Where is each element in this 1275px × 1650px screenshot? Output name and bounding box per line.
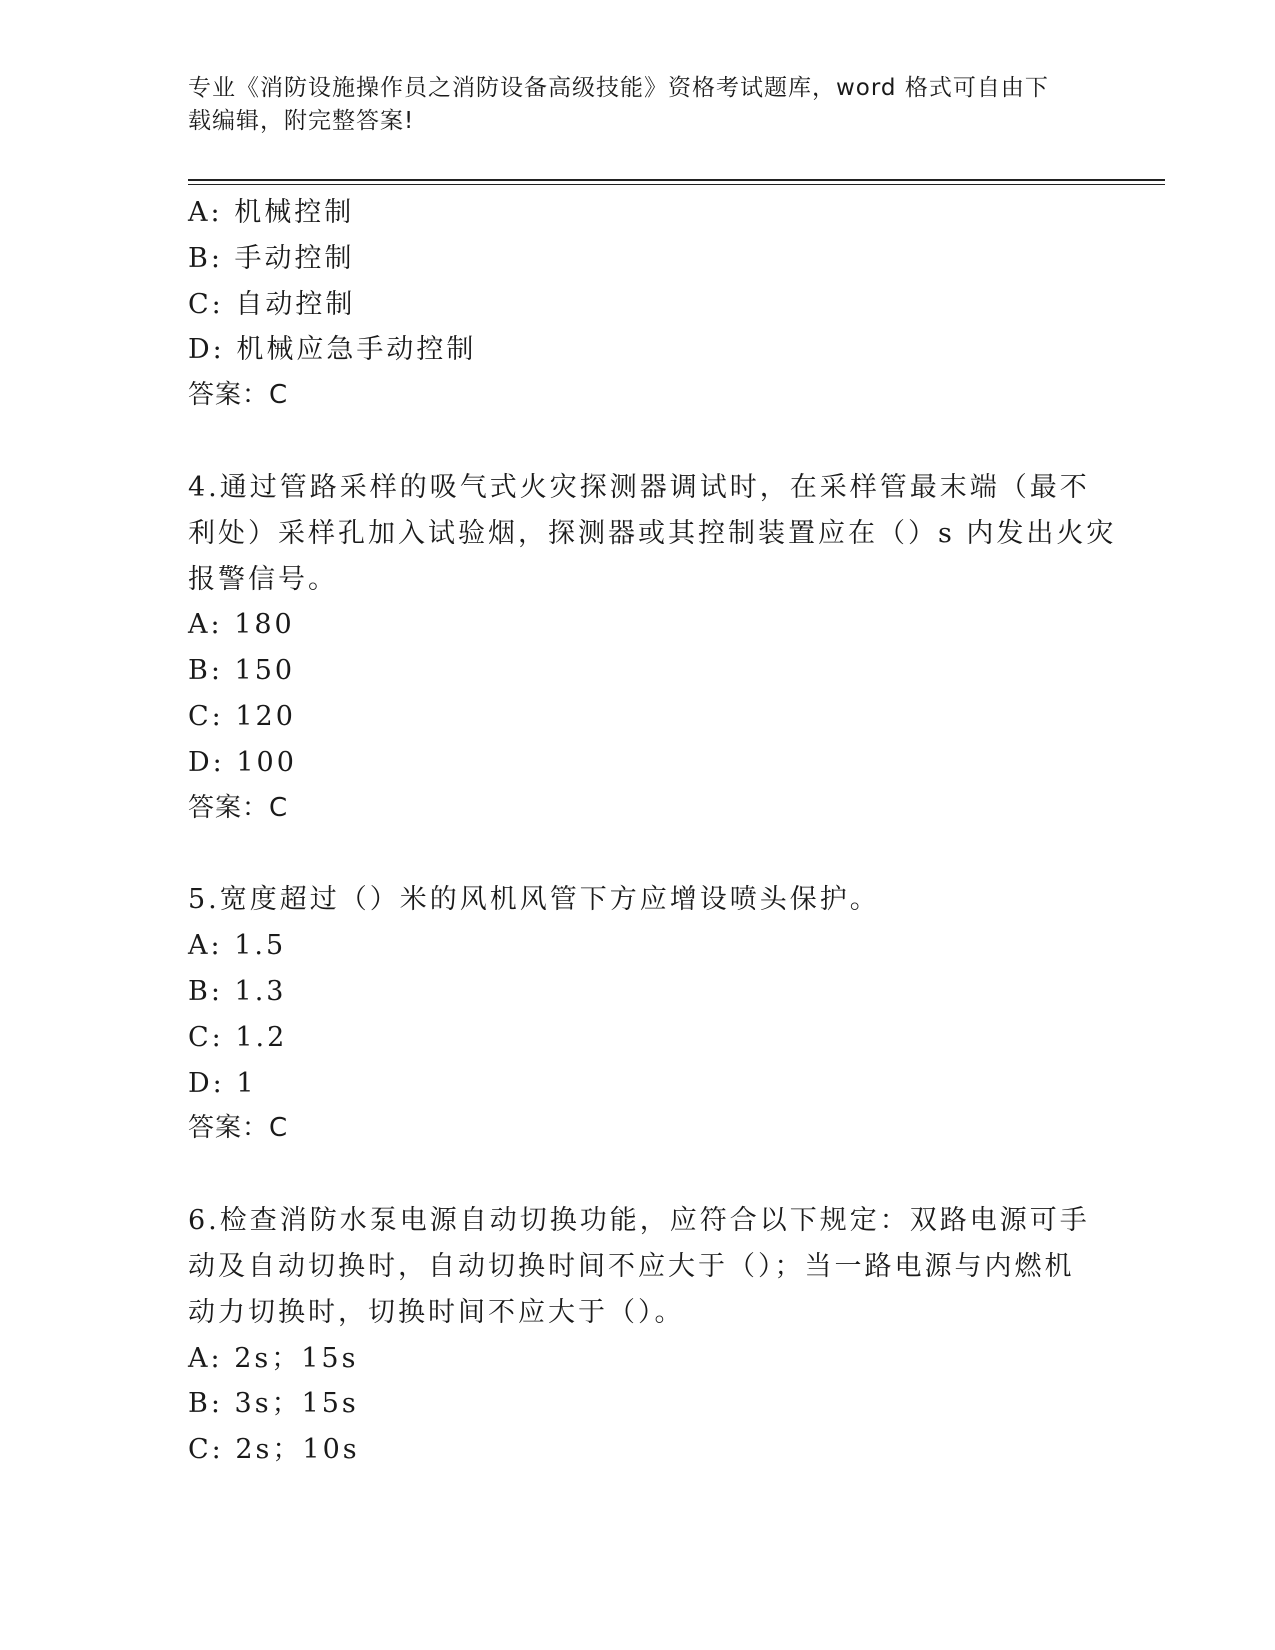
option-a: A: 机械控制 [188,197,355,228]
question-text-line: 5.宽度超过（）米的风机风管下方应增设喷头保护。 [188,884,880,916]
header-line-1: 专业《消防设施操作员之消防设备高级技能》资格考试题库，word 格式可自由下 [188,75,1049,101]
question-4 [188,465,1117,831]
option-c: C: 自动控制 [188,288,356,320]
document-body [188,190,1117,1473]
question-6 [188,1198,1088,1473]
option-b: B: 3s；15s [188,1388,359,1420]
question-3 [188,190,1088,419]
option-c: C: 1.2 [188,1021,288,1053]
question-text-line: 动及自动切换时，自动切换时间不应大于（）；当一路电源与内燃机 [188,1250,1075,1282]
option-a: A: 2s；15s [188,1342,359,1374]
answer-label: 答案：C [188,1113,289,1144]
option-a: A: 180 [188,609,295,641]
question-text-line: 6.检查消防水泵电源自动切换功能，应符合以下规定：双路电源可手 [188,1205,1090,1237]
option-d: D: 1 [188,1067,257,1099]
question-text-line: 报警信号。 [188,563,338,595]
option-c: C: 120 [188,700,296,732]
header-line-2: 载编辑，附完整答案! [188,108,415,134]
document-header [188,72,1068,138]
question-text-line: 动力切换时，切换时间不应大于（）。 [188,1296,685,1328]
option-d: D: 100 [188,746,297,778]
option-b: B: 150 [188,655,296,687]
option-b: B: 手动控制 [188,242,355,274]
question-5 [188,877,1088,1152]
answer-label: 答案：C [188,792,289,823]
header-rule-thin [188,184,1165,185]
option-b: B: 1.3 [188,975,287,1007]
question-text-line: 利处）采样孔加入试验烟，探测器或其控制装置应在（）s 内发出火灾 [188,517,1117,549]
answer-label: 答案：C [188,380,289,411]
option-c: C: 2s；10s [188,1434,360,1466]
header-rule-thick [188,179,1165,181]
option-a: A: 1.5 [188,930,287,962]
question-text-line: 4.通过管路采样的吸气式火灾探测器调试时，在采样管最末端（最不 [188,471,1090,503]
option-d: D: 机械应急手动控制 [188,334,477,366]
